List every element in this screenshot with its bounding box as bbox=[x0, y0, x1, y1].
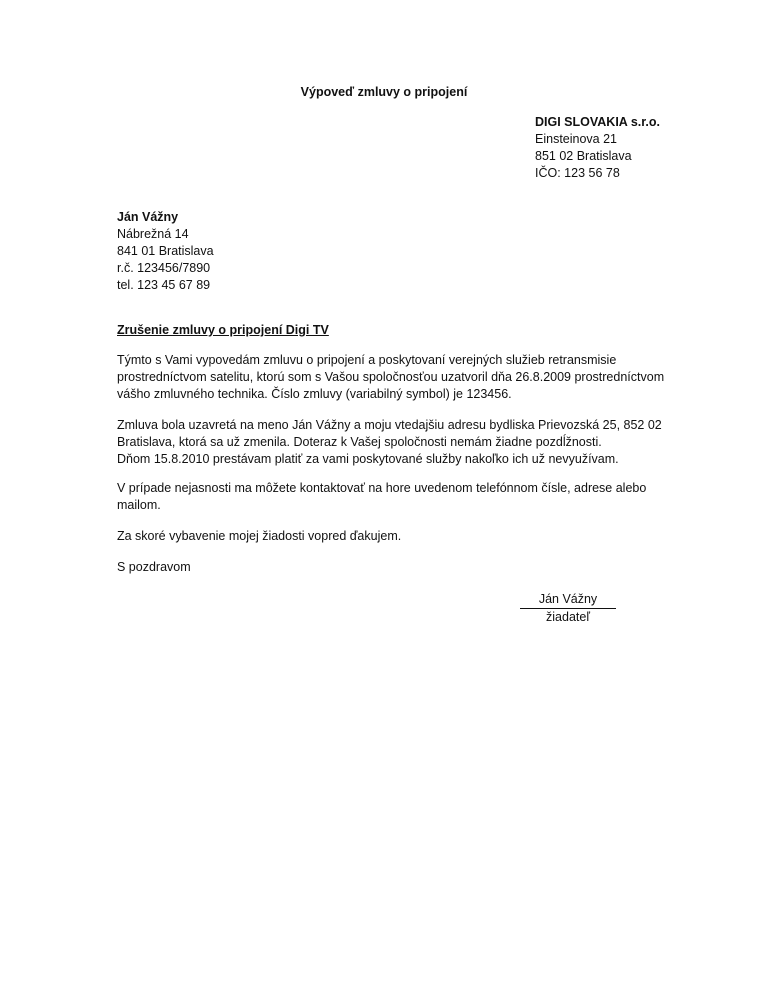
paragraph-closing bbox=[117, 559, 657, 576]
paragraph-line: Bratislava, ktorá sa už zmenila. Doteraz k Vašej spoločnosti nemám žiadne pozdĺžnosti. bbox=[117, 435, 602, 449]
sender-rc: r.č. 123456/7890 bbox=[117, 261, 211, 275]
recipient-ico: IČO: 123 56 78 bbox=[535, 166, 620, 180]
paragraph-contact bbox=[117, 480, 657, 514]
sender-address bbox=[117, 209, 214, 294]
paragraph-line: Za skoré vybavenie mojej žiadosti vopred ďakujem. bbox=[117, 529, 402, 543]
sender-name: Ján Vážny bbox=[117, 210, 179, 224]
paragraph-line: vášho zmluvného technika. Číslo zmluvy (variabilný symbol) je 123456. bbox=[117, 387, 512, 401]
paragraph-line: Dňom 15.8.2010 prestávam platiť za vami poskytované služby nakoľko ich už nevyužívam. bbox=[117, 452, 619, 466]
paragraph-line: mailom. bbox=[117, 498, 161, 512]
paragraph-line: Týmto s Vami vypovedám zmluvu o pripojení a poskytovaní verejných služieb retransmisie bbox=[117, 353, 617, 367]
paragraph-contract-details bbox=[117, 417, 662, 468]
recipient-name: DIGI SLOVAKIA s.r.o. bbox=[535, 115, 661, 129]
paragraph-line: S pozdravom bbox=[117, 560, 191, 574]
signature-name: Ján Vážny bbox=[520, 591, 616, 609]
paragraph-thanks bbox=[117, 528, 657, 545]
sender-tel: tel. 123 45 67 89 bbox=[117, 278, 211, 292]
paragraph-line: Zmluva bola uzavretá na meno Ján Vážny a moju vtedajšiu adresu bydliska Prievozská 25, 852 02 bbox=[117, 418, 662, 432]
document-title: Výpoveď zmluvy o pripojení bbox=[300, 85, 468, 99]
sender-city: 841 01 Bratislava bbox=[117, 244, 214, 258]
signature-role: žiadateľ bbox=[546, 610, 590, 624]
letter-subject: Zrušenie zmluvy o pripojení Digi TV bbox=[117, 323, 329, 337]
paragraph-termination bbox=[117, 352, 665, 403]
recipient-city: 851 02 Bratislava bbox=[535, 149, 632, 163]
paragraph-line: V prípade nejasnosti ma môžete kontaktovať na hore uvedenom telefónnom čísle, adrese alebo bbox=[117, 481, 647, 495]
recipient-street: Einsteinova 21 bbox=[535, 132, 618, 146]
signature-block bbox=[520, 591, 616, 626]
paragraph-line: prostredníctvom satelitu, ktorú som s Vašou spoločnosťou uzatvoril dňa 26.8.2009 prostredníctvom bbox=[117, 370, 665, 384]
recipient-address bbox=[535, 114, 660, 182]
sender-street: Nábrežná 14 bbox=[117, 227, 189, 241]
